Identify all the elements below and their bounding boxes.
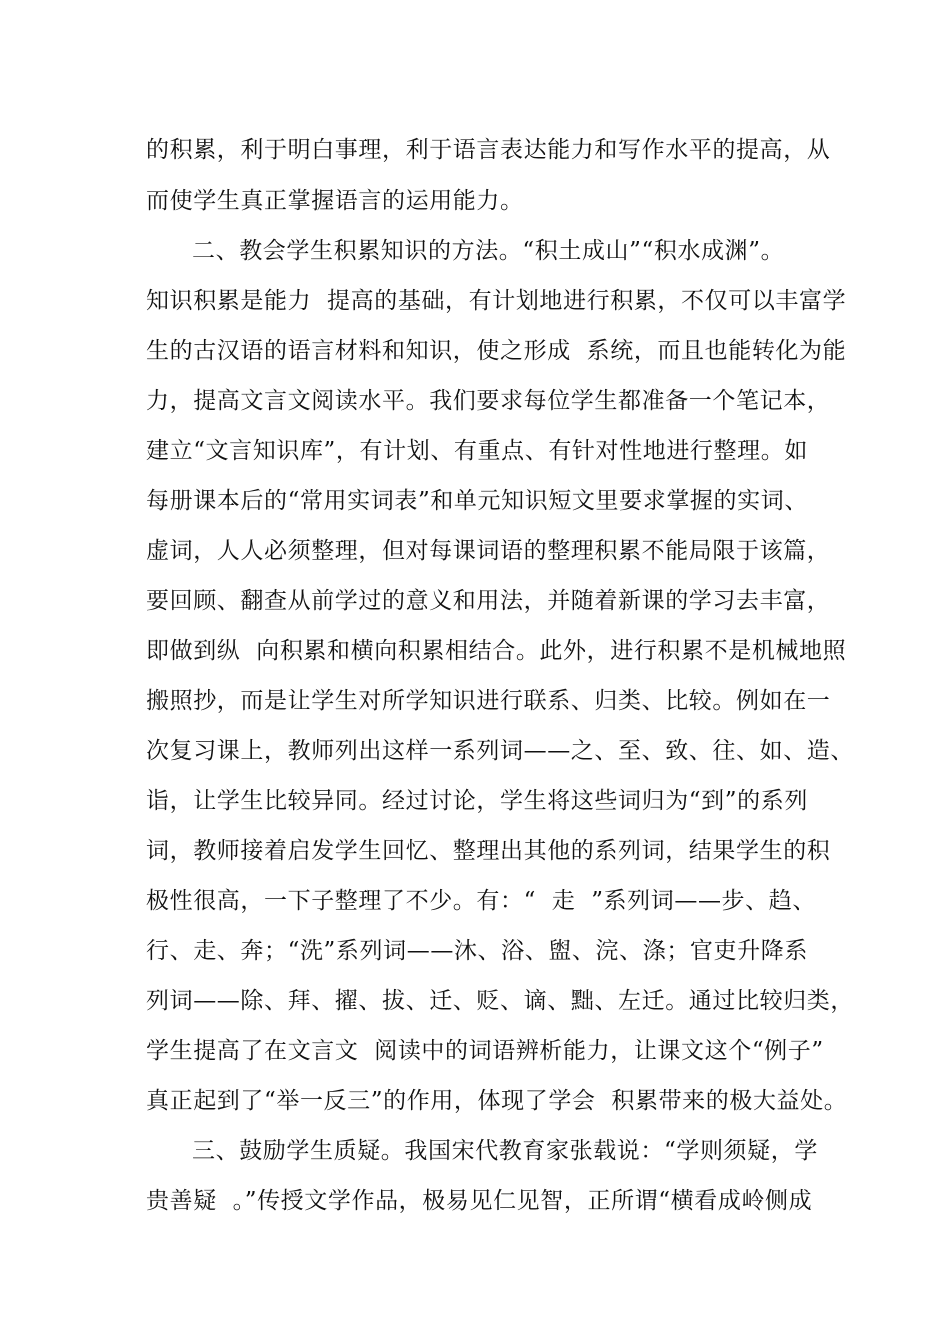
- text-line: 即做到纵 向积累和横向积累相结合。此外，进行积累不是机械地照: [146, 638, 847, 664]
- text-line: 的积累，利于明白事理，利于语言表达能力和写作水平的提高，从: [146, 137, 831, 163]
- text-line: 行、走、奔；“洗”系列词——沐、浴、盥、浣、涤；官吏升降系: [146, 938, 808, 964]
- text-line: 真正起到了“举一反三”的作用，体现了学会 积累带来的极大益处。: [146, 1088, 848, 1114]
- text-line: 生的古汉语的语言材料和知识，使之形成 系统，而且也能转化为能: [146, 338, 847, 364]
- paragraph-start-line: 二、教会学生积累知识的方法。“积土成山”“积水成渊”。: [192, 238, 785, 264]
- text-line: 词，教师接着启发学生回忆、整理出其他的系列词，结果学生的积: [146, 838, 831, 864]
- text-line: 力，提高文言文阅读水平。我们要求每位学生都准备一个笔记本，: [146, 388, 831, 414]
- text-line: 搬照抄，而是让学生对所学知识进行联系、归类、比较。例如在一: [146, 688, 831, 714]
- text-line: 虚词，人人必须整理，但对每课词语的整理积累不能局限于该篇，: [146, 538, 831, 564]
- text-line: 贵善疑 。”传授文学作品，极易见仁见智，正所谓“横看成岭侧成: [146, 1188, 813, 1214]
- text-line: 而使学生真正掌握语言的运用能力。: [146, 188, 524, 214]
- text-line: 极性很高，一下子整理了不少。有：“ 走 ”系列词——步、趋、: [146, 888, 816, 914]
- text-line: 次复习课上，教师列出这样一系列词——之、至、致、往、如、造、: [146, 738, 854, 764]
- text-line: 要回顾、翻查从前学过的意义和用法，并随着新课的学习去丰富，: [146, 588, 831, 614]
- text-line: 知识积累是能力 提高的基础，有计划地进行积累，不仅可以丰富学: [146, 288, 847, 314]
- text-line: 列词——除、拜、擢、拔、迁、贬、谪、黜、左迁。通过比较归类，: [146, 988, 854, 1014]
- text-line: 每册课本后的“常用实词表”和单元知识短文里要求掌握的实词、: [146, 488, 808, 514]
- text-line: 诣，让学生比较异同。经过讨论，学生将这些词归为“到”的系列: [146, 788, 808, 814]
- paragraph-start-line: 三、鼓励学生质疑。我国宋代教育家张载说：“学则须疑，学: [192, 1138, 818, 1164]
- text-line: 学生提高了在文言文 阅读中的词语辨析能力，让课文这个“例子”: [146, 1038, 824, 1064]
- text-line: 建立“文言知识库”，有计划、有重点、有针对性地进行整理。如: [146, 438, 808, 464]
